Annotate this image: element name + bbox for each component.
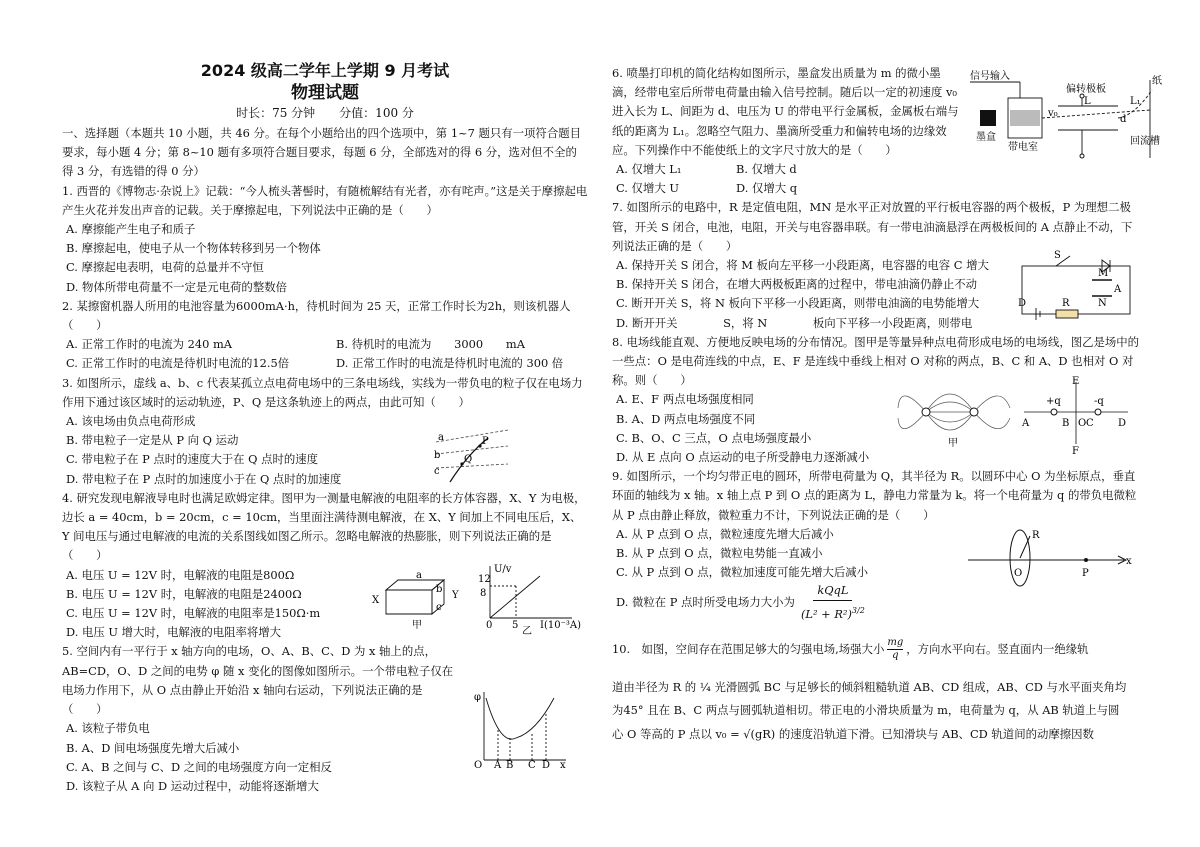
q9-o-label: O xyxy=(1014,568,1023,579)
q5-option-d: D. 该粒子从 A 向 D 运动过程中，动能将逐渐增大 xyxy=(66,778,319,793)
q9-option-d-row xyxy=(612,582,1140,622)
q9-x-label: x xyxy=(1126,556,1132,567)
page-subtitle: 物理试题 xyxy=(291,83,359,103)
q9-option-c: C. 从 P 点到 O 点，微粒加速度可能先增大后减小 xyxy=(616,565,869,580)
q4-label-yi: 乙 xyxy=(522,626,532,637)
q9-ring-figure xyxy=(964,524,1134,588)
q3-label-b: b xyxy=(434,450,441,461)
q6-v0-label: v₀ xyxy=(1048,108,1058,119)
q6-stem: 6. 喷墨打印机的简化结构如图所示，墨盒发出质量为 m 的微小墨滴，经带电室后所带电荷量由输入信号控制。随后以一定的初速度 v₀ 进入长为 L、间距为 d、电压为 U 的带电平行金属板，金属板右端与纸的距离为 L₁。忽略空气阻力、墨滴所受重力和偏转电场的边缘效应。下列操作中不能使纸上的文字尺寸放大的是（ ） xyxy=(612,66,959,157)
q5-option-c: C. A、B 之间与 C、D 之间的电场强度方向一定相反 xyxy=(66,759,332,774)
q7-option-b: B. 保持开关 S 闭合，在增大两极板距离的过程中，带电油滴仍静止不动 xyxy=(616,277,977,292)
q8-d-label: D xyxy=(1118,418,1127,429)
q4-option-d: D. 电压 U 增大时，电解液的电阻率将增大 xyxy=(66,625,282,640)
q2-option-b: B. 待机时的电流为 3000 mA xyxy=(336,337,525,352)
q7-m-label: M xyxy=(1098,268,1109,279)
q8-b-label: B xyxy=(1062,418,1070,429)
q9-stem: 9. 如图所示，一个均匀带正电的圆环，所带电荷量为 Q，其半径为 R。以圆环中心 O 为坐标原点，垂直环面的轴线为 x 轴。x 轴上点 P 到 O 点的距离为 L，静电力常量为 k。将一个电荷量为 q 的带负电微粒从 P 点由静止释放，微粒重力不计，下列说法正确的是（ ） xyxy=(612,469,1137,522)
q8-o-label: O xyxy=(1078,418,1087,429)
q6-room-label: 带电室 xyxy=(1008,142,1038,153)
q6-plate-label: 偏转极板 xyxy=(1066,84,1106,95)
q4-label-y: Y xyxy=(452,590,459,601)
q6-d-label: d xyxy=(1120,114,1127,125)
q5-phi-label: φ xyxy=(474,692,482,703)
q8-label-jia: 甲 xyxy=(948,438,958,449)
q10-after: ，方向水平向右。竖直面内一绝缘轨 xyxy=(906,641,1089,656)
q5-b-label: B xyxy=(506,760,514,771)
q3-label-q: Q xyxy=(464,454,473,465)
q9-option-b: B. 从 P 点到 O 点，微粒电势能一直减小 xyxy=(616,546,823,561)
q4-container-figure xyxy=(372,570,472,630)
q3-label-a: a xyxy=(438,432,444,443)
q8-option-d: D. 从 E 点向 O 点运动的电子所受静电力逐渐减小 xyxy=(616,450,870,465)
q6-recycle-label: 回流槽 xyxy=(1130,136,1160,147)
q3-label-c: c xyxy=(434,466,440,477)
q10-line1 xyxy=(612,632,1140,666)
q6-option-a: A. 仅增大 L₁ xyxy=(616,162,682,177)
q10-line2: 道由半径为 R 的 ¼ 光滑圆弧 BC 与足够长的倾斜粗糙轨道 AB、CD 组成，AB、CD 与水平面夹角均 xyxy=(612,680,1127,695)
q7-s-label: S xyxy=(1054,250,1061,261)
q10-line3: 为45° 且在 B、C 两点与圆弧轨道相切。带正电的小滑块质量为 m，电荷量为 q，从 AB 轨道上与圆 xyxy=(612,703,1120,718)
q9-force-formula xyxy=(801,581,865,624)
q2-option-c: C. 正常工作时的电流是待机时电流的12.5倍 xyxy=(66,356,290,371)
q8-points-figure xyxy=(1020,372,1132,456)
q5-option-b: B. A、D 间电场强度先增大后减小 xyxy=(66,740,240,755)
q1-option-c: C. 摩擦起电表明，电荷的总量并不守恒 xyxy=(66,260,264,275)
q9-p-label: P xyxy=(1082,568,1089,579)
q7-a-label: A xyxy=(1114,284,1122,295)
q5-o-label: O xyxy=(474,760,483,771)
q4-i-axis-label: I(10⁻³A) xyxy=(540,620,581,631)
q9-formula-exponent: 3/2 xyxy=(851,606,865,616)
q3-option-d: D. 带电粒子在 P 点时的加速度小于在 Q 点时的加速度 xyxy=(66,471,342,486)
q4-option-a: A. 电压 U = 12V 时，电解液的电阻是800Ω xyxy=(66,567,295,582)
q7-d-label: D xyxy=(1018,298,1027,309)
q3-stem: 3. 如图所示，虚线 a、b、c 代表某孤立点电荷电场中的三条电场线，实线为一带负电的粒子仅在电场力作用下通过该区域时的运动轨迹，P、Q 是这条轨迹上的两点，由此可知（ ） xyxy=(62,375,583,409)
q3-field-lines-figure xyxy=(428,424,513,486)
q5-x-label: x xyxy=(560,760,566,771)
q4-stem: 4. 研究发现电解液导电时也满足欧姆定律。图甲为一测量电解液的电阻率的长方体容器，X、Y 为电极，边长 a = 40cm，b = 20cm，c = 10cm，当里面注满待测电解液，在 X、Y 间加上不同电压后，X、Y 间电压与通过电解液的电流的关系图线如图乙所示。忽略电解液的热膨胀，则下列说法正确的是（ ） xyxy=(62,490,586,563)
section-instructions: 一、选择题（本题共 10 小题，共 46 分。在每个小题给出的四个选项中，第 1~7 题只有一项符合题目要求，每小题 4 分；第 8~10 题有多项符合题目要求，每题 6 分，全部选对的得 6 分，选对但不全的得 3 分，有选错的得 0 分） xyxy=(62,126,581,179)
q5-a-label: A xyxy=(494,760,502,771)
q3-option-a: A. 该电场由负点电荷形成 xyxy=(66,414,196,429)
q3-option-b: B. 带电粒子一定是从 P 向 Q 运动 xyxy=(66,433,239,448)
q4-label-b: b xyxy=(436,584,443,595)
q8-e-label: E xyxy=(1072,376,1080,387)
exam-meta: 时长：75 分钟 分值：100 分 xyxy=(236,106,414,120)
q10-line4: 心 O 等高的 P 点以 v₀ = √(gR) 的速度沿轨道下滑。已知滑块与 AB、CD 轨道间的动摩擦因数 xyxy=(612,727,1094,742)
q8-option-b: B. A、D 两点电场强度不同 xyxy=(616,411,756,426)
q8-pq-label: +q xyxy=(1046,396,1061,407)
q4-tick-0: 0 xyxy=(486,620,493,631)
q7-option-d: D. 断开开关 S，将 N 板向下平移一小段距离，则带电 xyxy=(616,315,973,330)
q2-option-a: A. 正常工作时的电流为 240 mA xyxy=(66,337,232,352)
q8-c-label: C xyxy=(1086,418,1094,429)
q4-tick-12: 12 xyxy=(478,574,491,585)
q4-tick-5: 5 xyxy=(512,620,519,631)
q9-option-d: D. 微粒在 P 点时所受电场力大小为 xyxy=(616,594,795,609)
q6-paper-label: 纸 xyxy=(1152,76,1162,87)
q9-formula-numerator: kQqL xyxy=(813,581,852,601)
q4-label-jia: 甲 xyxy=(412,620,422,631)
q8-stem: 8. 电场线能直观、方便地反映电场的分布情况。图甲是等量异种点电荷形成电场的电场线，图乙是场中的一些点：O 是电荷连线的中点，E、F 是连线中垂线上相对 O 对称的两点，B、C 和 A、D 也相对 O 对称。则（ ） xyxy=(612,334,1140,388)
q6-option-d: D. 仅增大 q xyxy=(736,181,798,196)
q3-option-c: C. 带电粒子在 P 点时的速度大于在 Q 点时的速度 xyxy=(66,452,319,467)
q4-label-c: c xyxy=(436,602,442,613)
q10-efield-num: mg xyxy=(887,636,904,648)
q1-option-b: B. 摩擦起电，使电子从一个物体转移到另一个物体 xyxy=(66,241,321,256)
q6-box-label: 墨盒 xyxy=(976,132,996,143)
q6-l-label: L xyxy=(1084,96,1091,107)
q6-l1-label: L₁ xyxy=(1130,96,1141,107)
q4-ui-graph xyxy=(476,562,581,637)
q6-charging-room xyxy=(1010,110,1040,126)
q1-stem: 1. 西晋的《博物志·杂说上》记载：“今人梳头著髻时，有随梳解结有光者，亦有咤声。”这是关于摩擦起电产生火花并发出声音的记载。关于摩擦起电，下列说法中正确的是（ ） xyxy=(62,183,588,217)
q4-u-axis-label: U/v xyxy=(494,564,512,575)
q10-lead: 10. 如图，空间存在范围足够大的匀强电场,场强大小 xyxy=(612,641,885,656)
q7-option-a: A. 保持开关 S 闭合，将 M 板向左平移一小段距离，电容器的电容 C 增大 xyxy=(616,258,989,273)
q8-a-label: A xyxy=(1022,418,1030,429)
q9-option-a: A. 从 P 点到 O 点，微粒速度先增大后减小 xyxy=(616,526,834,541)
q4-option-c: C. 电压 U = 12V 时，电解液的电阻率是150Ω·m xyxy=(66,606,321,621)
q7-n-label: N xyxy=(1098,298,1107,309)
q3-label-p: P xyxy=(482,436,489,447)
q6-option-c: C. 仅增大 U xyxy=(616,181,679,196)
q4-option-b: B. 电压 U = 12V 时，电解液的电阻是2400Ω xyxy=(66,586,302,601)
q10-efield-formula xyxy=(887,637,903,662)
q8-nq-label: -q xyxy=(1094,396,1104,407)
q8-field-lines-figure xyxy=(896,378,1012,448)
q4-tick-8: 8 xyxy=(480,588,487,599)
q4-label-x: X xyxy=(372,595,380,606)
q5-stem: 5. 空间内有一平行于 x 轴方向的电场，O、A、B、C、D 为 x 轴上的点，AB=CD，O、D 之间的电势 φ 随 x 变化的图像如图所示。一个带电粒子仅在电场力作用下，从 O 点由静止开始沿 x 轴向右运动，下列说法正确的是（ ） xyxy=(62,644,454,717)
q1-option-d: D. 物体所带电荷量不一定是元电荷的整数倍 xyxy=(66,279,288,294)
q5-c-label: C xyxy=(528,760,536,771)
q9-r-label: R xyxy=(1032,530,1040,541)
q6-ink-cartridge xyxy=(980,110,996,126)
q6-inkjet-figure xyxy=(970,70,1160,162)
q2-option-d: D. 正常工作时的电流是待机时电流的 300 倍 xyxy=(336,356,564,371)
q9-formula-denominator: (L² + R²) xyxy=(800,606,852,621)
q7-circuit-figure xyxy=(1016,240,1140,326)
q6-signal-label: 信号输入 xyxy=(970,71,1010,82)
q8-option-a: A. E、F 两点电场强度相同 xyxy=(616,392,754,407)
q7-stem: 7. 如图所示的电路中，R 是定值电阻，MN 是水平正对放置的平行板电容器的两个极板，P 为理想二极管，开关 S 闭合，电池，电阻，开关与电容器串联。有一带电油滴悬浮在两极板间的 A 点静止不动，下列说法正确的是（ ） xyxy=(612,200,1133,253)
q7-option-c: C. 断开开关 S，将 N 板向下平移一小段距离，则带电油滴的电势能增大 xyxy=(616,296,980,311)
q5-potential-graph xyxy=(470,688,570,771)
q10-efield-den: q xyxy=(892,649,899,661)
q5-option-a: A. 该粒子带负电 xyxy=(66,721,150,736)
q7-r-label: R xyxy=(1062,298,1070,309)
q2-stem: 2. 某擦窗机器人所用的电池容量为6000mA·h，待机时间为 25 天，正常工作时长为2h，则该机器人（ ） xyxy=(62,298,571,333)
page-title: 2024 级高二学年上学期 9 月考试 xyxy=(200,61,450,80)
q1-option-a: A. 摩擦能产生电子和质子 xyxy=(66,222,196,237)
q5-d-label: D xyxy=(542,760,551,771)
q6-option-b: B. 仅增大 d xyxy=(736,162,797,177)
q8-option-c: C. B、O、C 三点，O 点电场强度最小 xyxy=(616,430,812,445)
q4-label-a: a xyxy=(416,570,422,581)
q8-f-label: F xyxy=(1072,446,1079,457)
